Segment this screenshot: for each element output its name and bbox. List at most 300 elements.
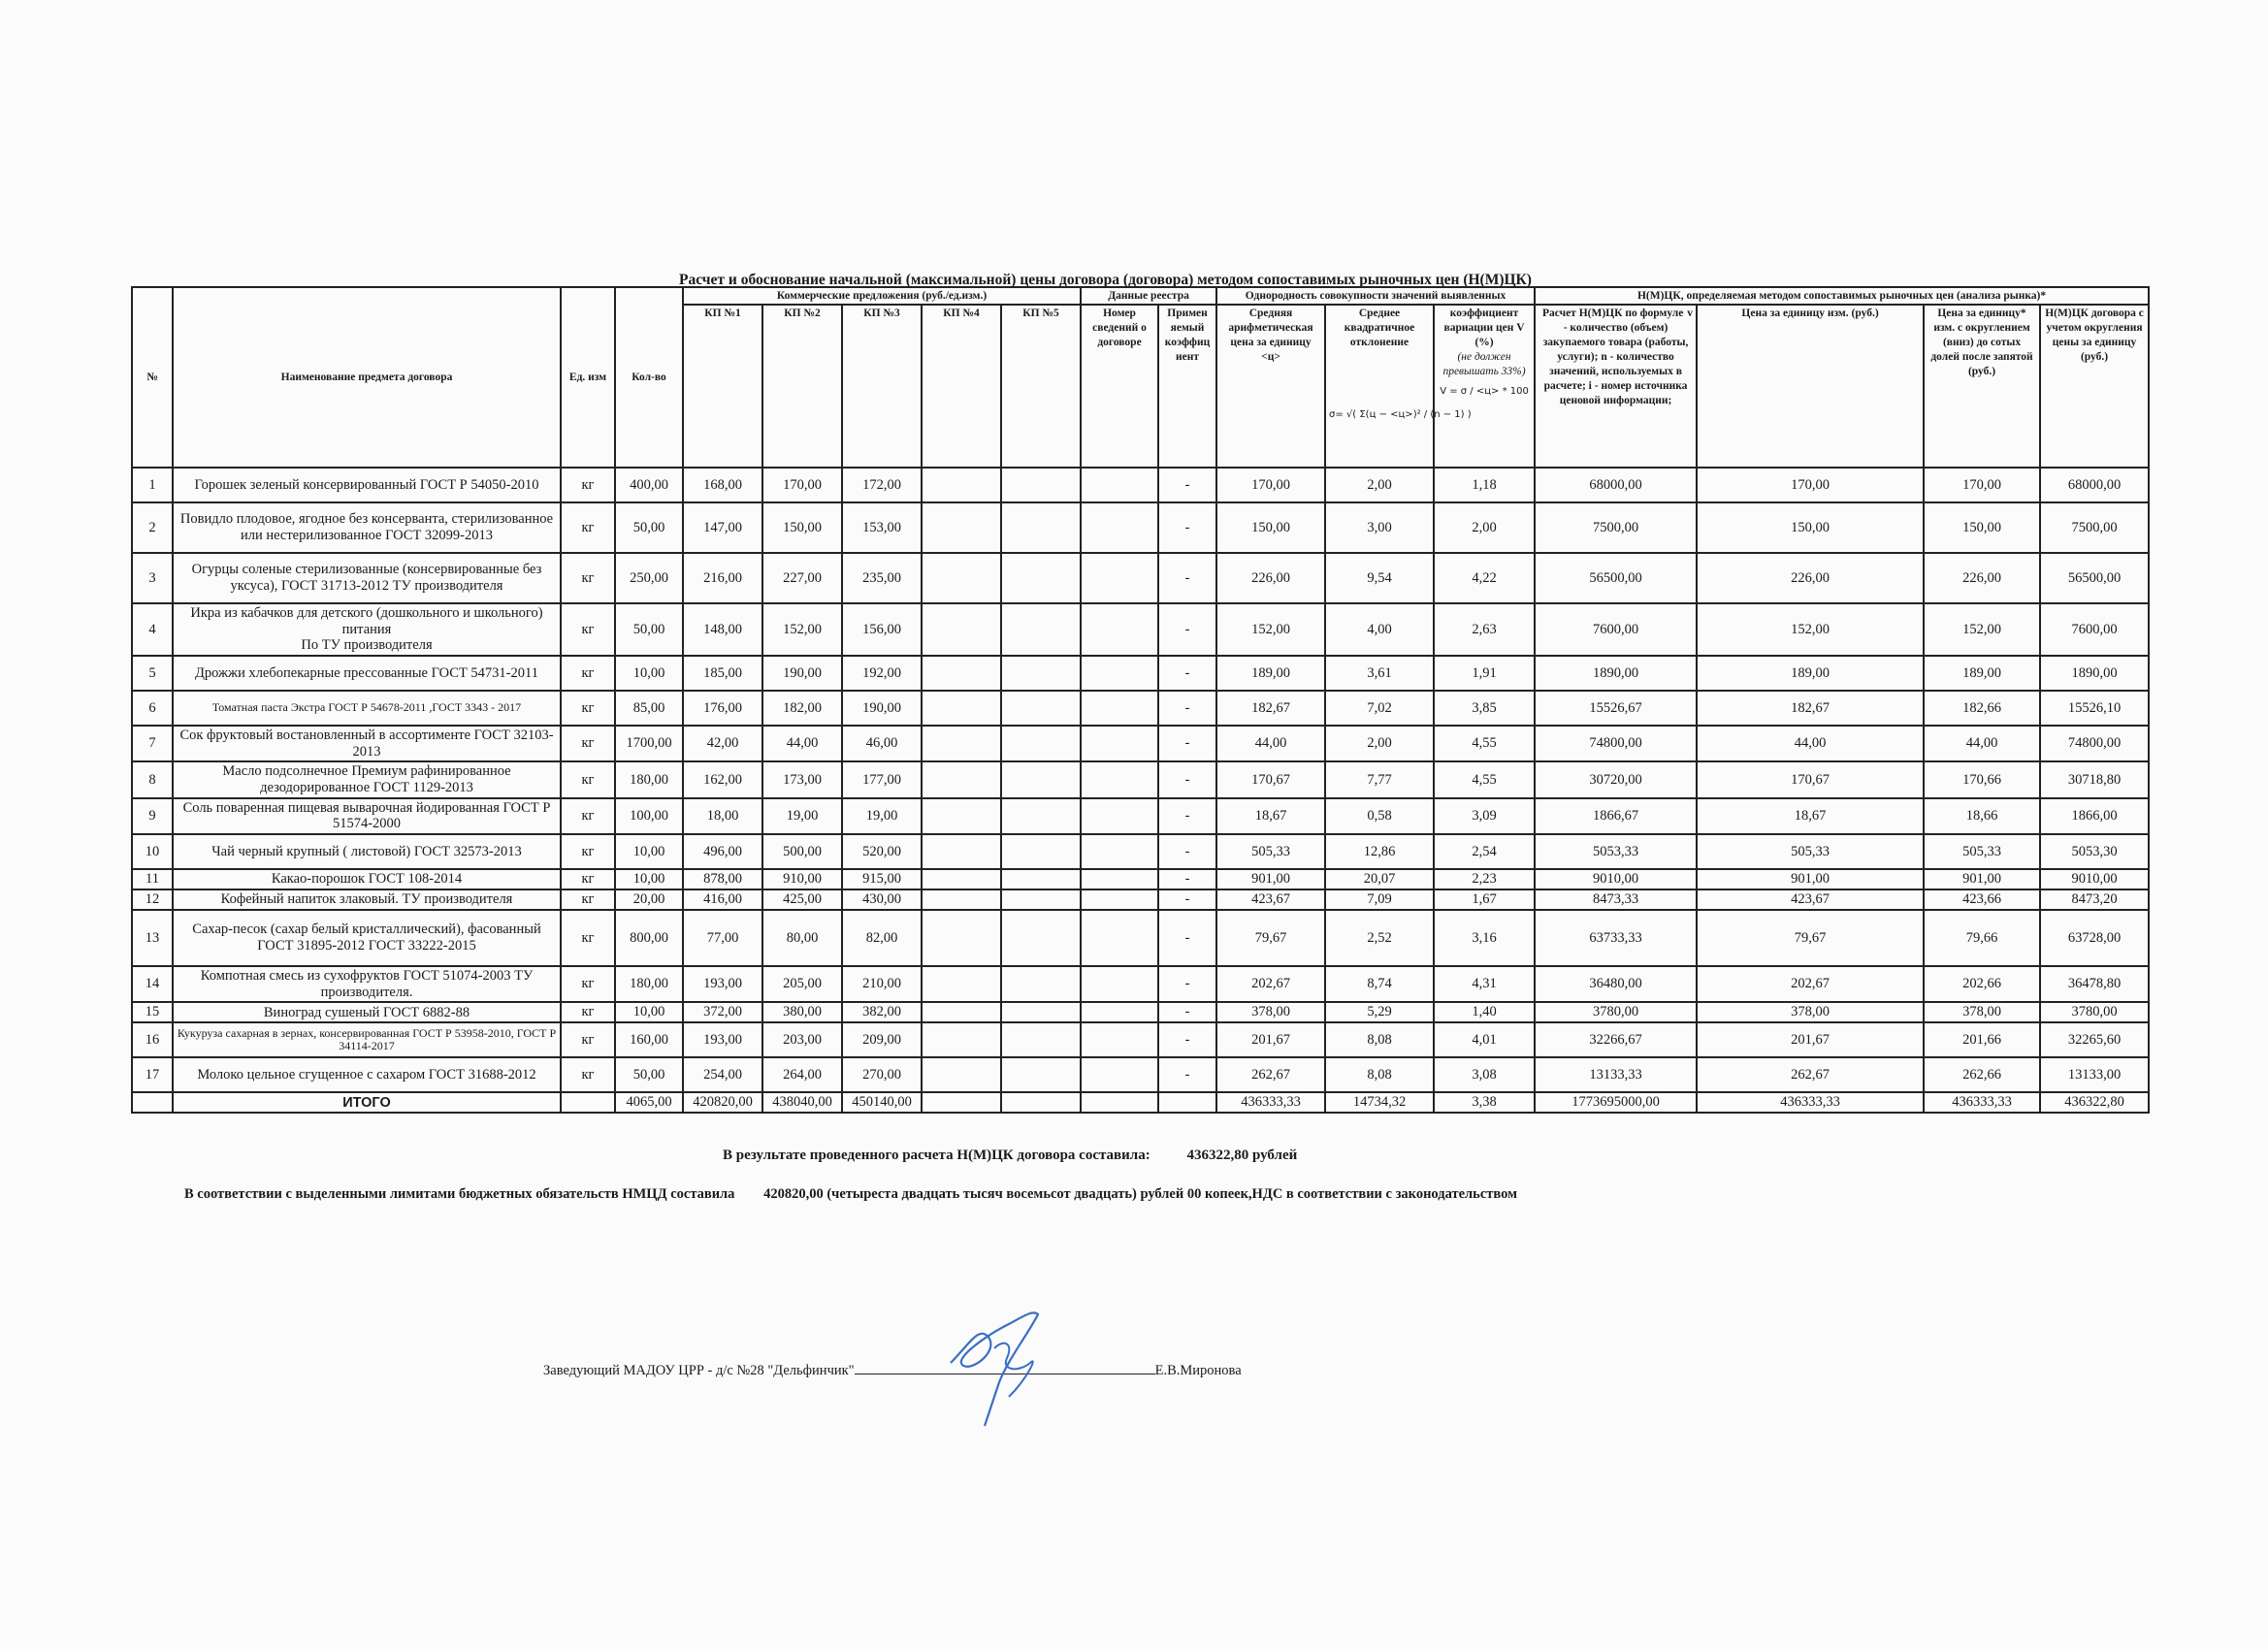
cell-unit: кг xyxy=(561,889,615,910)
cell-name: Кофейный напиток злаковый. ТУ производителя xyxy=(173,889,561,910)
cell-std: 2,00 xyxy=(1325,726,1434,761)
cell-name: Масло подсолнечное Премиум рафинированное дезодорированное ГОСТ 1129-2013 xyxy=(173,761,561,797)
cell-avg: 262,67 xyxy=(1216,1057,1325,1092)
table-row xyxy=(132,656,2149,691)
cell-var: 1,40 xyxy=(1434,1002,1535,1022)
cell-kp2: 500,00 xyxy=(762,834,842,869)
cell-calc: 56500,00 xyxy=(1535,553,1697,603)
cell-kp1: 168,00 xyxy=(683,468,762,502)
cell-var: 1,18 xyxy=(1434,468,1535,502)
table-body xyxy=(132,468,2149,1092)
cell-kp5 xyxy=(1001,691,1081,726)
cell-avg: 150,00 xyxy=(1216,502,1325,553)
cell-kp1: 77,00 xyxy=(683,910,762,966)
table-row xyxy=(132,869,2149,889)
cell-avg: 201,67 xyxy=(1216,1022,1325,1057)
cell-registry-num xyxy=(1081,869,1158,889)
cell-calc: 7600,00 xyxy=(1535,603,1697,656)
cell-kp5 xyxy=(1001,1022,1081,1057)
header-group-row xyxy=(132,287,2149,305)
cell-num: 3 xyxy=(132,553,173,603)
cell-kp4 xyxy=(922,869,1001,889)
limit-words: (четыреста двадцать тысяч восемьсот двадцать) рублей 00 копеек,НДС в соответствии с законодательством xyxy=(826,1186,1517,1202)
col-kp2-header: КП №2 xyxy=(762,305,842,468)
cell-name: Какао-порошок ГОСТ 108-2014 xyxy=(173,869,561,889)
cell-qty: 1700,00 xyxy=(615,726,683,761)
totals-registry-coef xyxy=(1158,1092,1216,1113)
cell-std: 0,58 xyxy=(1325,798,1434,834)
signature-line xyxy=(543,1360,1242,1379)
cell-avg: 170,67 xyxy=(1216,761,1325,797)
cell-name: Виноград сушеный ГОСТ 6882-88 xyxy=(173,1002,561,1022)
cell-avg: 378,00 xyxy=(1216,1002,1325,1022)
totals-empty xyxy=(132,1092,173,1113)
cell-kp3: 19,00 xyxy=(842,798,922,834)
cell-calc: 15526,67 xyxy=(1535,691,1697,726)
cell-rounded-price: 201,66 xyxy=(1924,1022,2040,1057)
cell-unit-price: 150,00 xyxy=(1697,502,1924,553)
totals-label: ИТОГО xyxy=(173,1092,561,1113)
cell-var: 2,54 xyxy=(1434,834,1535,869)
calc-label-text: Расчет Н(М)ЦК по формуле xyxy=(1541,307,1684,319)
cell-nmck: 15526,10 xyxy=(2040,691,2149,726)
cell-var: 3,08 xyxy=(1434,1057,1535,1092)
cell-registry-coef: - xyxy=(1158,553,1216,603)
cell-unit-price: 79,67 xyxy=(1697,910,1924,966)
cell-calc: 3780,00 xyxy=(1535,1002,1697,1022)
cell-registry-num xyxy=(1081,656,1158,691)
cell-kp5 xyxy=(1001,726,1081,761)
cell-kp1: 176,00 xyxy=(683,691,762,726)
totals-rounded-price: 436333,33 xyxy=(1924,1092,2040,1113)
table-row xyxy=(132,691,2149,726)
cell-unit-price: 182,67 xyxy=(1697,691,1924,726)
cell-qty: 85,00 xyxy=(615,691,683,726)
cell-num: 9 xyxy=(132,798,173,834)
cell-nmck: 56500,00 xyxy=(2040,553,2149,603)
cell-kp4 xyxy=(922,553,1001,603)
cell-nmck: 74800,00 xyxy=(2040,726,2149,761)
cell-unit-price: 202,67 xyxy=(1697,966,1924,1002)
cell-registry-coef: - xyxy=(1158,798,1216,834)
cell-unit: кг xyxy=(561,869,615,889)
cell-qty: 50,00 xyxy=(615,1057,683,1092)
cell-std: 8,08 xyxy=(1325,1022,1434,1057)
cell-kp1: 185,00 xyxy=(683,656,762,691)
cell-qty: 100,00 xyxy=(615,798,683,834)
cell-qty: 160,00 xyxy=(615,1022,683,1057)
cell-calc: 74800,00 xyxy=(1535,726,1697,761)
cell-rounded-price: 150,00 xyxy=(1924,502,2040,553)
cell-rounded-price: 18,66 xyxy=(1924,798,2040,834)
totals-kp1: 420820,00 xyxy=(683,1092,762,1113)
cell-var: 4,31 xyxy=(1434,966,1535,1002)
cell-unit-price: 505,33 xyxy=(1697,834,1924,869)
cell-unit: кг xyxy=(561,1022,615,1057)
cell-num: 10 xyxy=(132,834,173,869)
cell-var: 4,55 xyxy=(1434,761,1535,797)
table-row xyxy=(132,726,2149,761)
col-registry-num-header: Номер сведений о договоре xyxy=(1081,305,1158,468)
cell-avg: 505,33 xyxy=(1216,834,1325,869)
cell-avg: 226,00 xyxy=(1216,553,1325,603)
cell-name: Повидло плодовое, ягодное без консерванта, стерилизованное или нестерилизованное ГОСТ 32099-2013 xyxy=(173,502,561,553)
cell-kp5 xyxy=(1001,869,1081,889)
cell-nmck: 3780,00 xyxy=(2040,1002,2149,1022)
cell-num: 12 xyxy=(132,889,173,910)
signer-name: Е.В.Миронова xyxy=(1154,1363,1242,1378)
cell-var: 4,01 xyxy=(1434,1022,1535,1057)
cell-registry-coef: - xyxy=(1158,889,1216,910)
group-homogeneity-header: Однородность совокупности значений выявленных xyxy=(1216,287,1535,305)
cell-nmck: 30718,80 xyxy=(2040,761,2149,797)
cell-kp2: 425,00 xyxy=(762,889,842,910)
result-text: В результате проведенного расчета Н(М)ЦК договора составила: xyxy=(723,1148,1150,1163)
cell-std: 3,00 xyxy=(1325,502,1434,553)
cell-unit-price: 201,67 xyxy=(1697,1022,1924,1057)
cell-registry-num xyxy=(1081,468,1158,502)
cell-qty: 400,00 xyxy=(615,468,683,502)
result-currency: рублей xyxy=(1251,1148,1298,1163)
cell-kp2: 173,00 xyxy=(762,761,842,797)
cell-avg: 79,67 xyxy=(1216,910,1325,966)
totals-kp3: 450140,00 xyxy=(842,1092,922,1113)
cell-nmck: 32265,60 xyxy=(2040,1022,2149,1057)
table-row xyxy=(132,603,2149,656)
cell-unit: кг xyxy=(561,603,615,656)
cell-calc: 32266,67 xyxy=(1535,1022,1697,1057)
cell-nmck: 7600,00 xyxy=(2040,603,2149,656)
cell-kp2: 182,00 xyxy=(762,691,842,726)
cell-kp5 xyxy=(1001,889,1081,910)
cell-unit-price: 262,67 xyxy=(1697,1057,1924,1092)
table-row xyxy=(132,910,2149,966)
signature-stroke xyxy=(994,1343,1033,1397)
cell-unit-price: 423,67 xyxy=(1697,889,1924,910)
cell-registry-num xyxy=(1081,1002,1158,1022)
cell-std: 7,09 xyxy=(1325,889,1434,910)
cell-kp3: 430,00 xyxy=(842,889,922,910)
cell-kp1: 416,00 xyxy=(683,889,762,910)
cell-registry-coef: - xyxy=(1158,1002,1216,1022)
cell-name: Соль поваренная пищевая выварочная йодированная ГОСТ Р 51574-2000 xyxy=(173,798,561,834)
table-row xyxy=(132,553,2149,603)
cell-rounded-price: 189,00 xyxy=(1924,656,2040,691)
limit-value: 420820,00 xyxy=(763,1186,824,1202)
totals-unit-price: 436333,33 xyxy=(1697,1092,1924,1113)
cell-num: 6 xyxy=(132,691,173,726)
col-kp4-header: КП №4 xyxy=(922,305,1001,468)
table-row xyxy=(132,502,2149,553)
var-note: (не должен превышать 33%) xyxy=(1442,350,1526,377)
cell-kp4 xyxy=(922,834,1001,869)
cell-qty: 10,00 xyxy=(615,869,683,889)
table-row xyxy=(132,1022,2149,1057)
cell-qty: 800,00 xyxy=(615,910,683,966)
cell-registry-coef: - xyxy=(1158,761,1216,797)
cell-kp4 xyxy=(922,1022,1001,1057)
cell-nmck: 9010,00 xyxy=(2040,869,2149,889)
cell-rounded-price: 262,66 xyxy=(1924,1057,2040,1092)
table-row xyxy=(132,1057,2149,1092)
cell-registry-coef: - xyxy=(1158,966,1216,1002)
cell-kp2: 203,00 xyxy=(762,1022,842,1057)
totals-avg: 436333,33 xyxy=(1216,1092,1325,1113)
cell-registry-coef: - xyxy=(1158,468,1216,502)
cell-num: 1 xyxy=(132,468,173,502)
cell-kp5 xyxy=(1001,468,1081,502)
cell-kp5 xyxy=(1001,798,1081,834)
cell-kp2: 190,00 xyxy=(762,656,842,691)
cell-num: 14 xyxy=(132,966,173,1002)
cell-var: 1,67 xyxy=(1434,889,1535,910)
cell-registry-num xyxy=(1081,889,1158,910)
cell-registry-num xyxy=(1081,910,1158,966)
cell-avg: 18,67 xyxy=(1216,798,1325,834)
cell-registry-coef: - xyxy=(1158,869,1216,889)
cell-avg: 202,67 xyxy=(1216,966,1325,1002)
cell-unit-price: 44,00 xyxy=(1697,726,1924,761)
cell-num: 4 xyxy=(132,603,173,656)
cell-var: 1,91 xyxy=(1434,656,1535,691)
cell-kp3: 190,00 xyxy=(842,691,922,726)
cell-unit-price: 901,00 xyxy=(1697,869,1924,889)
cell-registry-num xyxy=(1081,691,1158,726)
cell-kp2: 44,00 xyxy=(762,726,842,761)
signer-position: Заведующий МАДОУ ЦРР - д/с №28 "Дельфинчик" xyxy=(543,1363,855,1378)
col-rounded-price-header: Цена за единицу* изм. с округлением (вниз) до сотых долей после запятой (руб.) xyxy=(1924,305,2040,468)
cell-kp4 xyxy=(922,761,1001,797)
cell-registry-coef: - xyxy=(1158,1057,1216,1092)
cell-kp2: 150,00 xyxy=(762,502,842,553)
cell-rounded-price: 505,33 xyxy=(1924,834,2040,869)
cell-kp4 xyxy=(922,502,1001,553)
var-formula: V = σ / <ц> * 100 xyxy=(1440,385,1529,397)
cell-registry-coef: - xyxy=(1158,656,1216,691)
totals-std: 14734,32 xyxy=(1325,1092,1434,1113)
cell-registry-num xyxy=(1081,1057,1158,1092)
cell-kp1: 193,00 xyxy=(683,1022,762,1057)
cell-name: Икра из кабачков для детского (дошкольного и школьного) питания По ТУ производителя xyxy=(173,603,561,656)
result-line xyxy=(723,1148,1297,1164)
cell-registry-num xyxy=(1081,761,1158,797)
cell-std: 12,86 xyxy=(1325,834,1434,869)
cell-unit-price: 378,00 xyxy=(1697,1002,1924,1022)
cell-avg: 182,67 xyxy=(1216,691,1325,726)
cell-num: 7 xyxy=(132,726,173,761)
cell-kp4 xyxy=(922,468,1001,502)
cell-rounded-price: 423,66 xyxy=(1924,889,2040,910)
cell-kp5 xyxy=(1001,834,1081,869)
cell-unit: кг xyxy=(561,553,615,603)
group-kp-header: Коммерческие предложения (руб./ед.изм.) xyxy=(683,287,1081,305)
col-kp1-header: КП №1 xyxy=(683,305,762,468)
cell-calc: 13133,33 xyxy=(1535,1057,1697,1092)
cell-kp5 xyxy=(1001,1057,1081,1092)
cell-avg: 901,00 xyxy=(1216,869,1325,889)
calc-desc: - количество (объем) закупаемого товара (работы, услуги); n - количество значений, используемых в расчете; i - номер источника ценовой информации; xyxy=(1542,321,1689,406)
cell-kp4 xyxy=(922,1002,1001,1022)
cell-num: 13 xyxy=(132,910,173,966)
col-calc-header xyxy=(1535,305,1697,468)
cell-kp2: 152,00 xyxy=(762,603,842,656)
table-row xyxy=(132,966,2149,1002)
cell-calc: 7500,00 xyxy=(1535,502,1697,553)
cell-num: 5 xyxy=(132,656,173,691)
std-label: Среднее квадратичное отклонение xyxy=(1344,307,1415,348)
cell-rounded-price: 79,66 xyxy=(1924,910,2040,966)
cell-kp1: 193,00 xyxy=(683,966,762,1002)
totals-kp5 xyxy=(1001,1092,1081,1113)
cell-kp2: 227,00 xyxy=(762,553,842,603)
cell-kp1: 42,00 xyxy=(683,726,762,761)
cell-calc: 30720,00 xyxy=(1535,761,1697,797)
totals-kp4 xyxy=(922,1092,1001,1113)
cell-kp5 xyxy=(1001,502,1081,553)
limit-text: В соответствии с выделенными лимитами бюджетных обязательств НМЦД составила xyxy=(184,1186,735,1202)
cell-var: 3,85 xyxy=(1434,691,1535,726)
cell-std: 7,77 xyxy=(1325,761,1434,797)
table-row xyxy=(132,761,2149,797)
cell-name: Дрожжи хлебопекарные прессованные ГОСТ 54731-2011 xyxy=(173,656,561,691)
cell-unit: кг xyxy=(561,1002,615,1022)
cell-kp3: 46,00 xyxy=(842,726,922,761)
totals-nmck: 436322,80 xyxy=(2040,1092,2149,1113)
cell-registry-coef: - xyxy=(1158,910,1216,966)
cell-var: 3,09 xyxy=(1434,798,1535,834)
cell-num: 2 xyxy=(132,502,173,553)
cell-num: 11 xyxy=(132,869,173,889)
cell-rounded-price: 170,66 xyxy=(1924,761,2040,797)
totals-calc: 1773695000,00 xyxy=(1535,1092,1697,1113)
cell-calc: 1866,67 xyxy=(1535,798,1697,834)
col-num-header: № xyxy=(132,287,173,468)
cell-name: Молоко цельное сгущенное с сахаром ГОСТ 31688-2012 xyxy=(173,1057,561,1092)
group-registry-header: Данные реестра xyxy=(1081,287,1216,305)
totals-var: 3,38 xyxy=(1434,1092,1535,1113)
col-kp5-header: КП №5 xyxy=(1001,305,1081,468)
cell-nmck: 13133,00 xyxy=(2040,1057,2149,1092)
cell-std: 7,02 xyxy=(1325,691,1434,726)
table-row xyxy=(132,1002,2149,1022)
cell-calc: 8473,33 xyxy=(1535,889,1697,910)
cell-registry-coef: - xyxy=(1158,726,1216,761)
cell-unit: кг xyxy=(561,966,615,1002)
totals-row xyxy=(132,1092,2149,1113)
cell-unit: кг xyxy=(561,910,615,966)
cell-unit: кг xyxy=(561,656,615,691)
std-formula: σ= √( Σ(ц − <ц>)² / (n − 1) ) xyxy=(1329,408,1472,420)
cell-kp3: 235,00 xyxy=(842,553,922,603)
cell-kp3: 177,00 xyxy=(842,761,922,797)
totals-empty xyxy=(561,1092,615,1113)
cell-nmck: 7500,00 xyxy=(2040,502,2149,553)
cell-rounded-price: 378,00 xyxy=(1924,1002,2040,1022)
cell-kp4 xyxy=(922,1057,1001,1092)
cell-kp4 xyxy=(922,966,1001,1002)
cell-calc: 36480,00 xyxy=(1535,966,1697,1002)
cell-kp5 xyxy=(1001,1002,1081,1022)
cell-rounded-price: 44,00 xyxy=(1924,726,2040,761)
cell-unit-price: 170,00 xyxy=(1697,468,1924,502)
cell-var: 2,00 xyxy=(1434,502,1535,553)
cell-nmck: 36478,80 xyxy=(2040,966,2149,1002)
calc-v-mark: v xyxy=(1687,307,1694,319)
cell-kp2: 19,00 xyxy=(762,798,842,834)
cell-kp5 xyxy=(1001,553,1081,603)
cell-kp2: 264,00 xyxy=(762,1057,842,1092)
cell-kp1: 878,00 xyxy=(683,869,762,889)
signature-stroke xyxy=(951,1312,1038,1426)
cell-var: 2,63 xyxy=(1434,603,1535,656)
cell-qty: 250,00 xyxy=(615,553,683,603)
cell-registry-coef: - xyxy=(1158,603,1216,656)
cell-qty: 10,00 xyxy=(615,1002,683,1022)
cell-registry-num xyxy=(1081,966,1158,1002)
col-avg-header: Средняя арифметическая цена за единицу <ц> xyxy=(1216,305,1325,468)
cell-rounded-price: 226,00 xyxy=(1924,553,2040,603)
col-std-header xyxy=(1325,305,1472,468)
cell-kp1: 147,00 xyxy=(683,502,762,553)
cell-qty: 180,00 xyxy=(615,966,683,1002)
cell-rounded-price: 182,66 xyxy=(1924,691,2040,726)
cell-std: 8,08 xyxy=(1325,1057,1434,1092)
cell-num: 17 xyxy=(132,1057,173,1092)
cell-qty: 10,00 xyxy=(615,656,683,691)
cell-var: 4,22 xyxy=(1434,553,1535,603)
cell-std: 20,07 xyxy=(1325,869,1434,889)
cell-registry-num xyxy=(1081,603,1158,656)
cell-unit: кг xyxy=(561,691,615,726)
handwritten-signature xyxy=(941,1305,1057,1431)
cell-kp1: 254,00 xyxy=(683,1057,762,1092)
cell-name: Горошек зеленый консервированный ГОСТ Р 54050-2010 xyxy=(173,468,561,502)
cell-kp1: 162,00 xyxy=(683,761,762,797)
col-qty-header: Кол-во xyxy=(615,287,683,468)
cell-name: Чай черный крупный ( листовой) ГОСТ 32573-2013 xyxy=(173,834,561,869)
cell-nmck: 63728,00 xyxy=(2040,910,2149,966)
table-row xyxy=(132,468,2149,502)
cell-std: 8,74 xyxy=(1325,966,1434,1002)
cell-nmck: 5053,30 xyxy=(2040,834,2149,869)
cell-var: 2,23 xyxy=(1434,869,1535,889)
cell-rounded-price: 901,00 xyxy=(1924,869,2040,889)
cell-kp4 xyxy=(922,726,1001,761)
table-row xyxy=(132,834,2149,869)
cell-avg: 44,00 xyxy=(1216,726,1325,761)
cell-unit: кг xyxy=(561,502,615,553)
cell-std: 5,29 xyxy=(1325,1002,1434,1022)
cell-kp3: 382,00 xyxy=(842,1002,922,1022)
cell-std: 2,00 xyxy=(1325,468,1434,502)
cell-kp3: 210,00 xyxy=(842,966,922,1002)
cell-rounded-price: 152,00 xyxy=(1924,603,2040,656)
cell-qty: 50,00 xyxy=(615,603,683,656)
cell-unit: кг xyxy=(561,834,615,869)
cell-kp4 xyxy=(922,691,1001,726)
cell-kp5 xyxy=(1001,910,1081,966)
cell-kp1: 18,00 xyxy=(683,798,762,834)
cell-rounded-price: 170,00 xyxy=(1924,468,2040,502)
cell-name: Кукуруза сахарная в зернах, консервированная ГОСТ Р 53958-2010, ГОСТ Р 34114-2017 xyxy=(173,1022,561,1057)
col-name-header: Наименование предмета договора xyxy=(173,287,561,468)
cell-rounded-price: 202,66 xyxy=(1924,966,2040,1002)
table-row xyxy=(132,889,2149,910)
cell-kp4 xyxy=(922,656,1001,691)
col-unit-price-header: Цена за единицу изм. (руб.) xyxy=(1697,305,1924,468)
cell-std: 3,61 xyxy=(1325,656,1434,691)
cell-kp3: 209,00 xyxy=(842,1022,922,1057)
